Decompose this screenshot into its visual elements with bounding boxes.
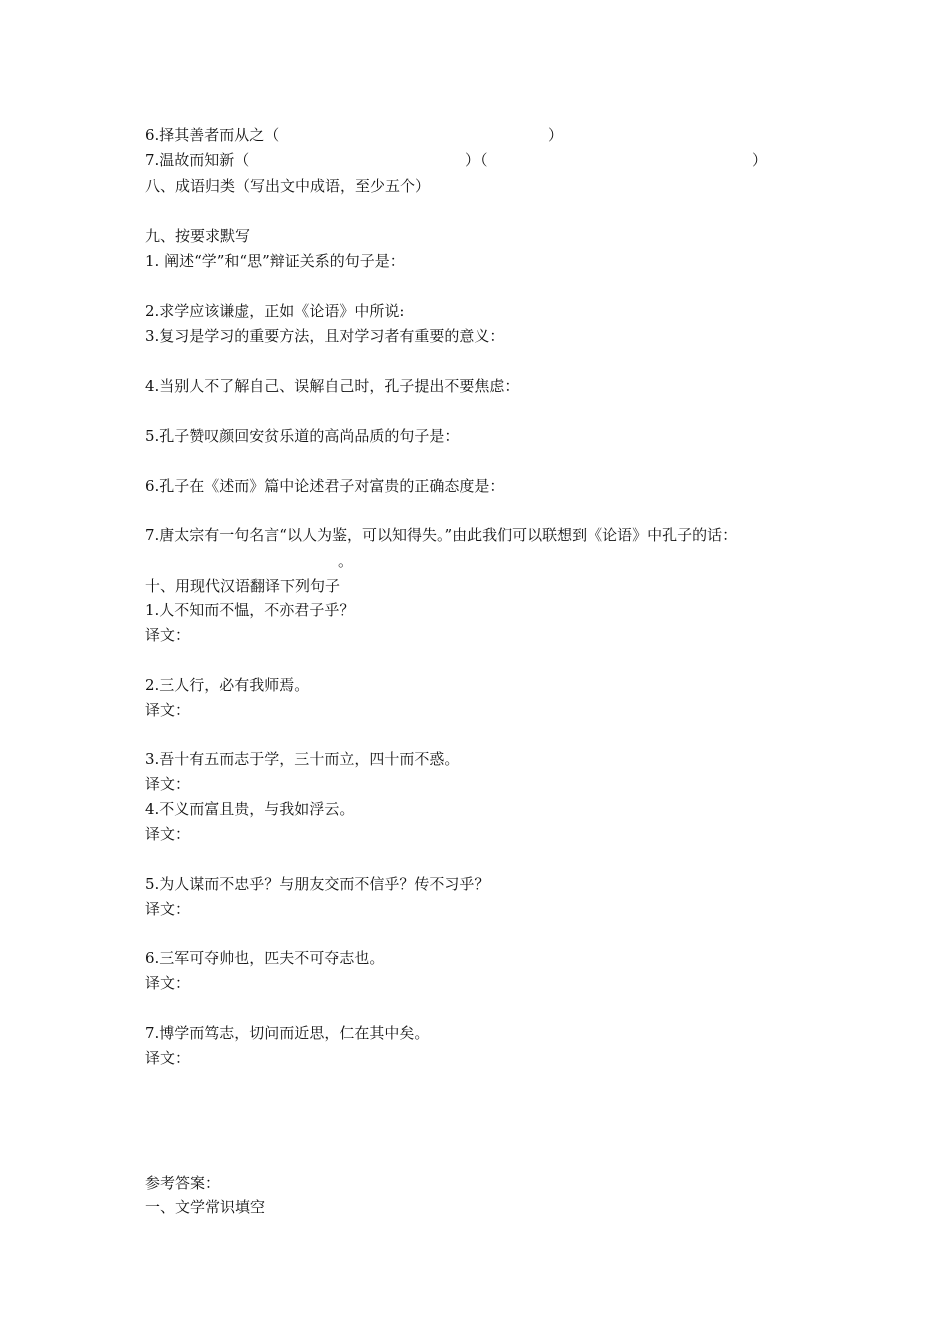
dictation-item-2: 2.求学应该谦虚，正如《论语》中所说: bbox=[145, 302, 405, 320]
translate-item-4: 4.不义而富且贵，与我如浮云。 bbox=[145, 800, 355, 818]
fill-item-6: 6.择其善者而从之（ bbox=[145, 126, 280, 144]
dictation-item-3: 3.复习是学习的重要方法，且对学习者有重要的意义： bbox=[145, 327, 505, 345]
translate-item-7: 7.博学而笃志，切问而近思，仁在其中矣。 bbox=[145, 1024, 430, 1042]
dictation-item-7: 7.唐太宗有一句名言“以人为鉴，可以知得失。”由此我们可以联想到《论语》中孔子的话： bbox=[145, 526, 738, 544]
answers-section-1: 一、文学常识填空 bbox=[145, 1198, 266, 1216]
translate-item-2: 2.三人行，必有我师焉。 bbox=[145, 676, 310, 694]
dictation-item-1: 1. 阐述“学”和“思”辩证关系的句子是： bbox=[145, 252, 405, 270]
answers-heading: 参考答案： bbox=[145, 1174, 221, 1192]
dictation-item-6: 6.孔子在《述而》篇中论述君子对富贵的正确态度是： bbox=[145, 477, 505, 495]
trailing-period: 。 bbox=[338, 552, 354, 570]
translation-label: 译文： bbox=[145, 900, 191, 918]
dictation-item-5: 5.孔子赞叹颜回安贫乐道的高尚品质的句子是： bbox=[145, 427, 460, 445]
translation-label: 译文： bbox=[145, 626, 191, 644]
translate-item-6: 6.三军可夺帅也，匹夫不可夺志也。 bbox=[145, 949, 385, 967]
translation-label: 译文： bbox=[145, 1049, 191, 1067]
fill-item-6-close: ） bbox=[548, 126, 564, 144]
translate-item-1: 1.人不知而不愠，不亦君子乎？ bbox=[145, 601, 355, 619]
fill-item-7: 7.温故而知新（ bbox=[145, 151, 250, 169]
translate-item-3: 3.吾十有五而志于学，三十而立，四十而不惑。 bbox=[145, 750, 460, 768]
fill-item-7-close: ） bbox=[752, 151, 768, 169]
fill-item-7-mid: ）（ bbox=[465, 151, 488, 169]
section-9-heading: 九、按要求默写 bbox=[145, 227, 251, 245]
translation-label: 译文： bbox=[145, 974, 191, 992]
translate-item-5: 5.为人谋而不忠乎？与朋友交而不信乎？传不习乎？ bbox=[145, 875, 490, 893]
translation-label: 译文： bbox=[145, 775, 191, 793]
section-10-heading: 十、用现代汉语翻译下列句子 bbox=[145, 577, 341, 595]
translation-label: 译文： bbox=[145, 825, 191, 843]
dictation-item-4: 4.当别人不了解自己、误解自己时，孔子提出不要焦虑： bbox=[145, 377, 520, 395]
translation-label: 译文： bbox=[145, 701, 191, 719]
section-8-heading: 八、成语归类（写出文中成语，至少五个） bbox=[145, 177, 431, 195]
